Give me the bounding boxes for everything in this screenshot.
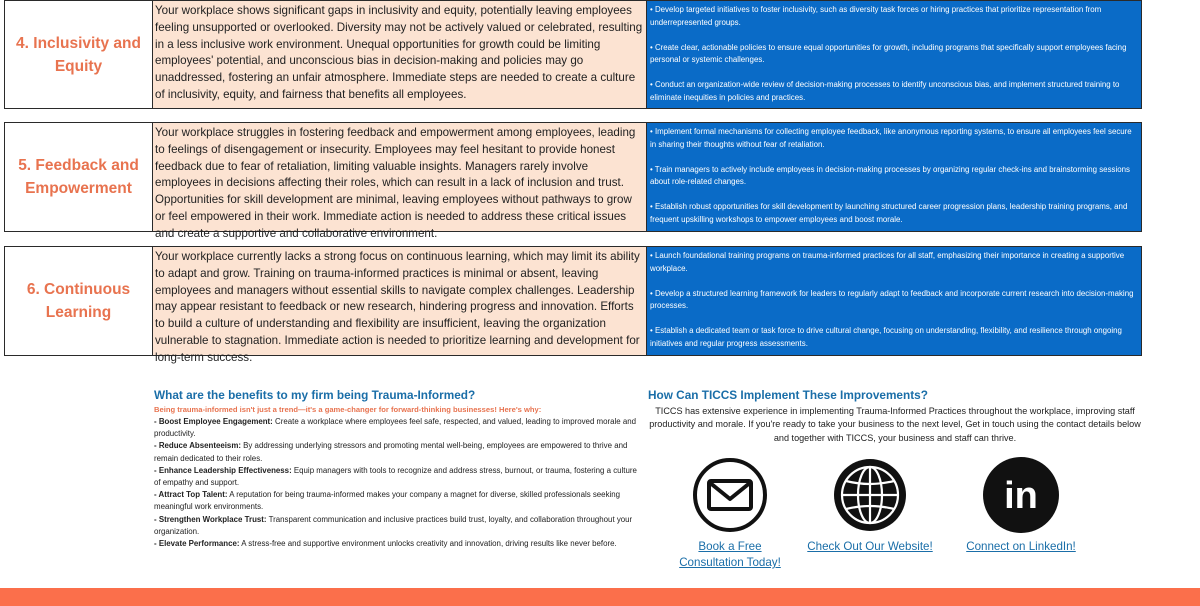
globe-icon[interactable] — [832, 457, 908, 533]
action-item: • Establish a dedicated team or task force to drive cultural change, focusing on understanding, flexibility, and resilience through ongoing initiatives and regular progress assessments. — [650, 326, 1122, 348]
benefits-title: What are the benefits to my firm being Trauma-Informed? — [154, 388, 476, 402]
category-description: Your workplace shows significant gaps in inclusivity and equity, potentially leaving employees feeling unsupported or overlooked. Diversity may not be actively valued or celebrated, resulting in a less inclusive work environment. Unequal opportunities for growth could be limiting employees' potential, and unconscious bias in decision-making and policies may go unaddressed, fostering an unfair atmosphere. Immediate steps are needed to create a culture of inclusivity, equity, and fairness that benefits all employees. — [153, 1, 647, 108]
benefit-item: - Enhance Leadership Effectiveness: Equip managers with tools to recognize and address stress, burnout, or trauma, fostering a culture of empathy and support. — [154, 465, 637, 488]
category-title: 5. Feedback and Empowerment — [5, 123, 153, 231]
category-row-feedback — [4, 122, 1142, 240]
category-title: 4. Inclusivity and Equity — [5, 1, 153, 108]
linkedin-link[interactable]: Connect on LinkedIn! — [966, 540, 1076, 553]
action-item: • Establish robust opportunities for skill development by launching structured career progression plans, leadership training programs, and frequent upskilling workshops to empower employees and boost morale. — [650, 202, 1128, 224]
action-item: • Develop targeted initiatives to foster inclusivity, such as diversity task forces or hiring practices that prioritize representation from underrepresented groups. — [650, 5, 1102, 27]
category-description: Your workplace currently lacks a strong focus on continuous learning, which may limit its ability to adapt and grow. Training on trauma-informed practices is minimal or absent, leaving employees and managers without essential skills to navigate complex challenges. Leadership may appear resistant to feedback or new research, hindering progress and innovation. Efforts to build a culture of understanding and flexibility are insufficient, leaving the organization vulnerable to stagnation. Immediate action is needed to prioritize learning and development for long-term success. — [153, 247, 647, 355]
benefit-item: - Boost Employee Engagement: Create a workplace where employees feel safe, respected, and valued, leading to improved morale and productivity. — [154, 417, 637, 439]
benefit-item: - Attract Top Talent: A reputation for being trauma-informed makes your company a magnet for diverse, skilled professionals seeking meaningful work environments. — [154, 490, 621, 512]
mail-icon[interactable] — [692, 457, 768, 533]
action-item: • Train managers to actively include employees in decision-making processes by organizing regular check-ins and brainstorming sessions about role-related changes. — [650, 164, 1130, 186]
contact-linkedin[interactable] — [958, 457, 1084, 555]
implement-section — [648, 388, 1142, 445]
footer-bar — [0, 588, 1200, 606]
benefits-intro: Being trauma-informed isn't just a trend—it's a game-changer for forward-thinking businesses! Here's why: — [154, 405, 542, 414]
contact-website[interactable] — [800, 457, 940, 555]
website-link[interactable]: Check Out Our Website! — [807, 540, 933, 553]
action-item: • Launch foundational training programs on trauma-informed practices for all staff, emphasizing their importance in creating a supportive workplace. — [650, 251, 1125, 273]
implement-title: How Can TICCS Implement These Improvements? — [648, 388, 928, 402]
linkedin-icon[interactable] — [983, 457, 1059, 533]
contact-book[interactable] — [668, 457, 792, 571]
action-item: • Conduct an organization-wide review of decision-making processes to identify unconscious bias, and implement structured training to eliminate inequities in policies and practices. — [650, 80, 1120, 102]
category-actions — [647, 247, 1141, 355]
category-description: Your workplace struggles in fostering feedback and empowerment among employees, leading to feelings of disengagement or insecurity. Employees may feel hesitant to provide honest feedback due to fear of retaliation, limiting valuable insights. Managers rarely involve employees in decisions affecting their roles, which can result in a lack of inclusion and trust. Opportunities for skill development are minimal, leaving employees without pathways to grow or feel empowered in their work. Immediate action is needed to address these critical issues and create a supportive and collaborative environment. — [153, 123, 647, 231]
benefit-item: - Elevate Performance: A stress-free and supportive environment unlocks creativity and innovation, driving results like never before. — [154, 539, 617, 549]
action-item: • Implement formal mechanisms for collecting employee feedback, like anonymous reporting systems, to ensure all employees feel secure in sharing their thoughts without fear of retaliation. — [650, 127, 1132, 149]
book-consultation-link[interactable]: Book a Free Consultation Today! — [679, 540, 781, 569]
category-row-learning — [4, 246, 1142, 364]
svg-text:in: in — [1004, 475, 1038, 517]
category-row-inclusivity — [4, 0, 1142, 109]
action-item: • Create clear, actionable policies to ensure equal opportunities for growth, including programs that specifically support employees facing personal or systemic challenges. — [650, 42, 1127, 64]
category-actions — [647, 123, 1141, 231]
benefit-item: - Reduce Absenteeism: By addressing underlying stressors and promoting mental well-being, employees are empowered to thrive and remain dedicated to their roles. — [154, 441, 628, 463]
category-actions — [647, 1, 1141, 108]
benefit-item: - Strengthen Workplace Trust: Transparent communication and inclusive practices build trust, loyalty, and collaboration throughout your organization. — [154, 514, 633, 536]
benefits-section — [154, 388, 642, 550]
action-item: • Develop a structured learning framework for leaders to regularly adapt to feedback and incorporate current research into decision-making processes. — [650, 288, 1134, 310]
implement-body: TICCS has extensive experience in implementing Trauma-Informed Practices throughout the workplace, improving staff productivity and morale. If you're ready to take your business to the next level, Get in touch using the contact details below and together with TICCS, your business and staff can thrive. — [649, 406, 1141, 443]
category-title: 6. Continuous Learning — [5, 247, 153, 355]
